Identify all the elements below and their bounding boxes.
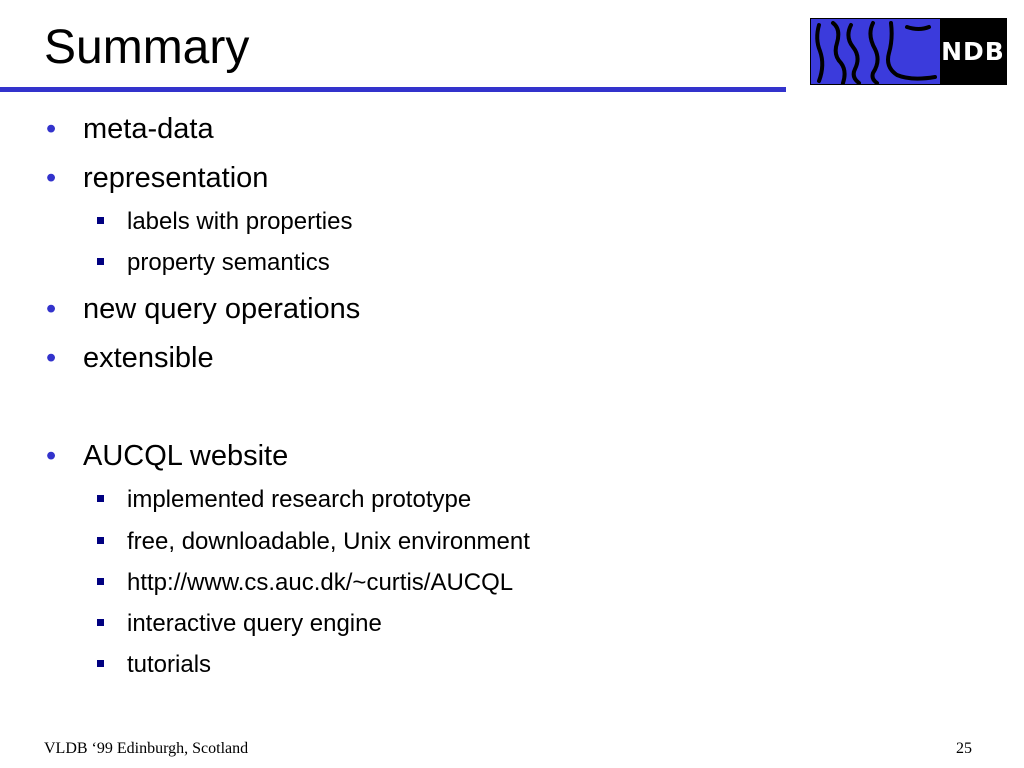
list-item-text: extensible xyxy=(83,342,214,374)
list-item xyxy=(46,439,288,473)
list-item xyxy=(46,112,214,146)
list-item xyxy=(46,292,360,326)
bullet-icon: • xyxy=(46,342,57,374)
list-item xyxy=(46,341,214,375)
square-bullet-icon xyxy=(97,619,104,626)
sub-list-item-text: property semantics xyxy=(127,249,330,276)
list-item-text: representation xyxy=(83,162,269,194)
sub-list-item xyxy=(97,528,530,556)
footer-conference: VLDB ‘99 Edinburgh, Scotland xyxy=(44,740,249,757)
slide-title: Summary xyxy=(44,21,250,74)
sub-list-item-text: interactive query engine xyxy=(127,610,382,637)
square-bullet-icon xyxy=(97,660,104,667)
list-item xyxy=(46,161,268,195)
sub-list-item xyxy=(97,610,382,638)
sub-list-item xyxy=(97,208,352,236)
square-bullet-icon xyxy=(97,578,104,585)
sub-list-item-text: labels with properties xyxy=(127,208,353,235)
list-item-text: new query operations xyxy=(83,293,361,325)
list-item-text: meta-data xyxy=(83,113,214,145)
sub-list-item-text: tutorials xyxy=(127,651,212,678)
bullet-icon: • xyxy=(46,440,57,472)
sub-list-item xyxy=(97,569,513,597)
sub-list-item-text: implemented research prototype xyxy=(127,486,472,513)
square-bullet-icon xyxy=(97,537,104,544)
sub-list-item-text: free, downloadable, Unix environment xyxy=(127,528,530,555)
bullet-icon: • xyxy=(46,293,57,325)
logo-text: NDB xyxy=(940,19,1006,84)
square-bullet-icon xyxy=(97,258,104,265)
list-item-text: AUCQL website xyxy=(83,440,289,472)
page-number: 25 xyxy=(956,740,972,757)
sub-list-item xyxy=(97,249,330,277)
square-bullet-icon xyxy=(97,495,104,502)
bullet-icon: • xyxy=(46,162,57,194)
square-bullet-icon xyxy=(97,217,104,224)
bullet-icon: • xyxy=(46,113,57,145)
url-text: http://www.cs.auc.dk/~curtis/AUCQL xyxy=(127,569,514,596)
sub-list-item xyxy=(97,651,211,679)
sub-list-item xyxy=(97,486,471,514)
